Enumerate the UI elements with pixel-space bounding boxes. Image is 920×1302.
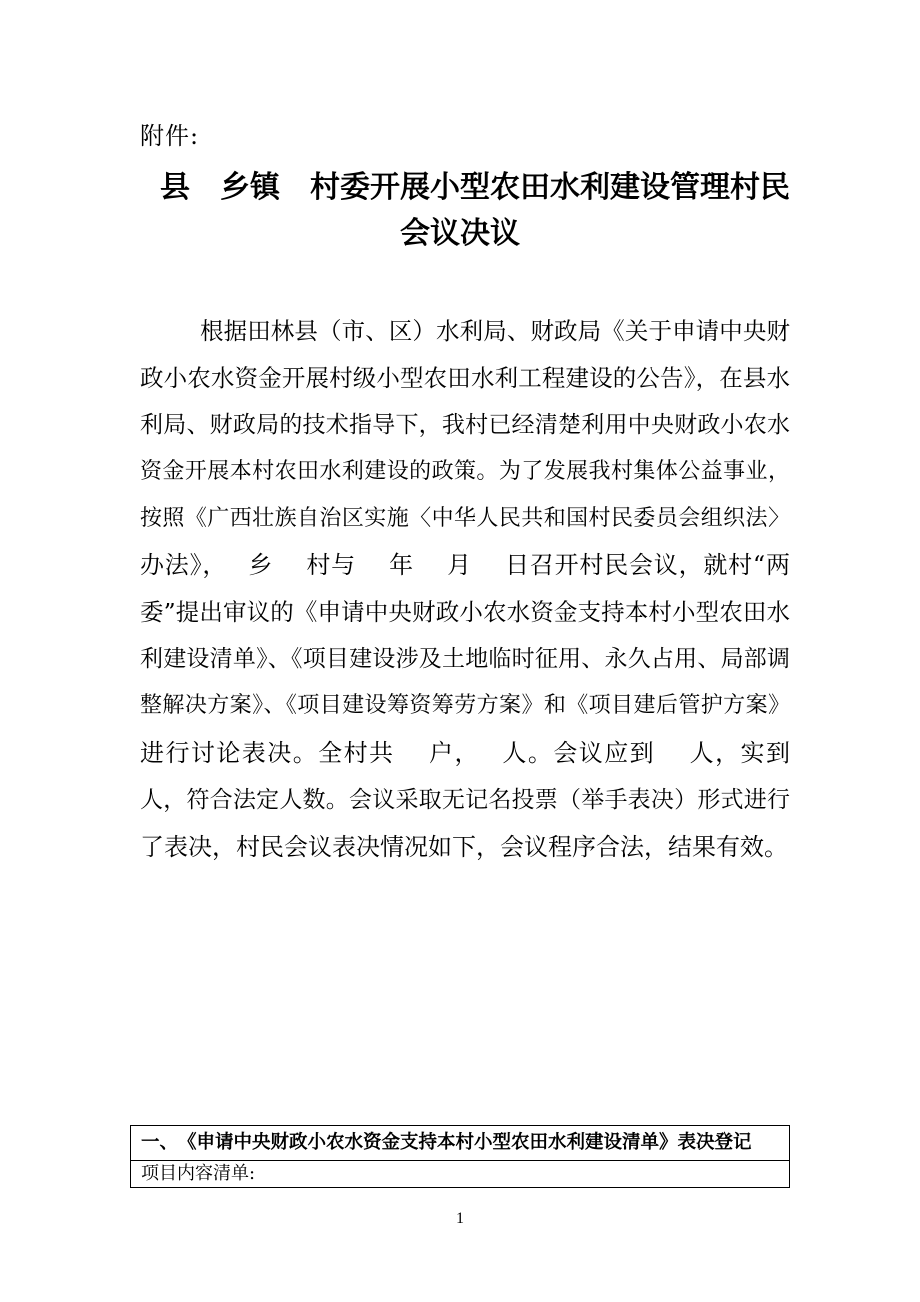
body-line: 人，符合法定人数。会议采取无记名投票（举手表决）形式进行 [140, 786, 790, 813]
body-line: 资金开展本村农田水利建设的政策。为了发展我村集体公益事业， [140, 458, 790, 484]
body-line: 按照《广西壮族自治区实施〈中华人民共和国村民委员会组织法〉 [140, 505, 790, 531]
body-line: 办法》， 乡 村与 年 月 日召开村民会议，就村“两 [140, 551, 790, 580]
page-number: 1 [456, 1210, 464, 1227]
body-line: 政小农水资金开展村级小型农田水利工程建设的公告》，在县水 [140, 363, 790, 392]
body-line: 了表决，村民会议表决情况如下，会议程序合法，结果有效。 [140, 832, 788, 861]
body-line: 利建设清单》、《项目建设涉及土地临时征用、永久占用、局部调 [140, 646, 790, 673]
table-header-cell: 一、 《申请中央财政小农水资金支持本村小型农田水利建设清单》表决登记 [131, 1126, 790, 1161]
body-line: 整解决方案》、《项目建设筹资筹劳方案》和《项目建后管护方案》 [140, 693, 790, 719]
table-row [131, 1161, 790, 1188]
body-line: 进行讨论表决。全村共 户， 人。会议应到 人，实到 [140, 739, 790, 768]
document-title-line-2: 会议决议 [400, 216, 520, 251]
attachment-label: 附件: [140, 122, 200, 150]
body-line: 利局、财政局的技术指导下，我村已经清楚利用中央财政小农水 [140, 411, 790, 438]
voting-registration-table [130, 1125, 790, 1188]
table-header-row [131, 1126, 790, 1161]
project-content-list-cell: 项目内容清单: [131, 1161, 790, 1188]
body-line: 委”提出审议的《申请中央财政小农水资金支持本村小型农田水 [140, 598, 790, 627]
resolution-body [140, 308, 790, 871]
body-line: 根据田林县（市、区）水利局、财政局《关于申请中央财 [200, 317, 790, 345]
document-title-line-1: 县 乡镇 村委开展小型农田水利建设管理村民 [160, 170, 790, 205]
